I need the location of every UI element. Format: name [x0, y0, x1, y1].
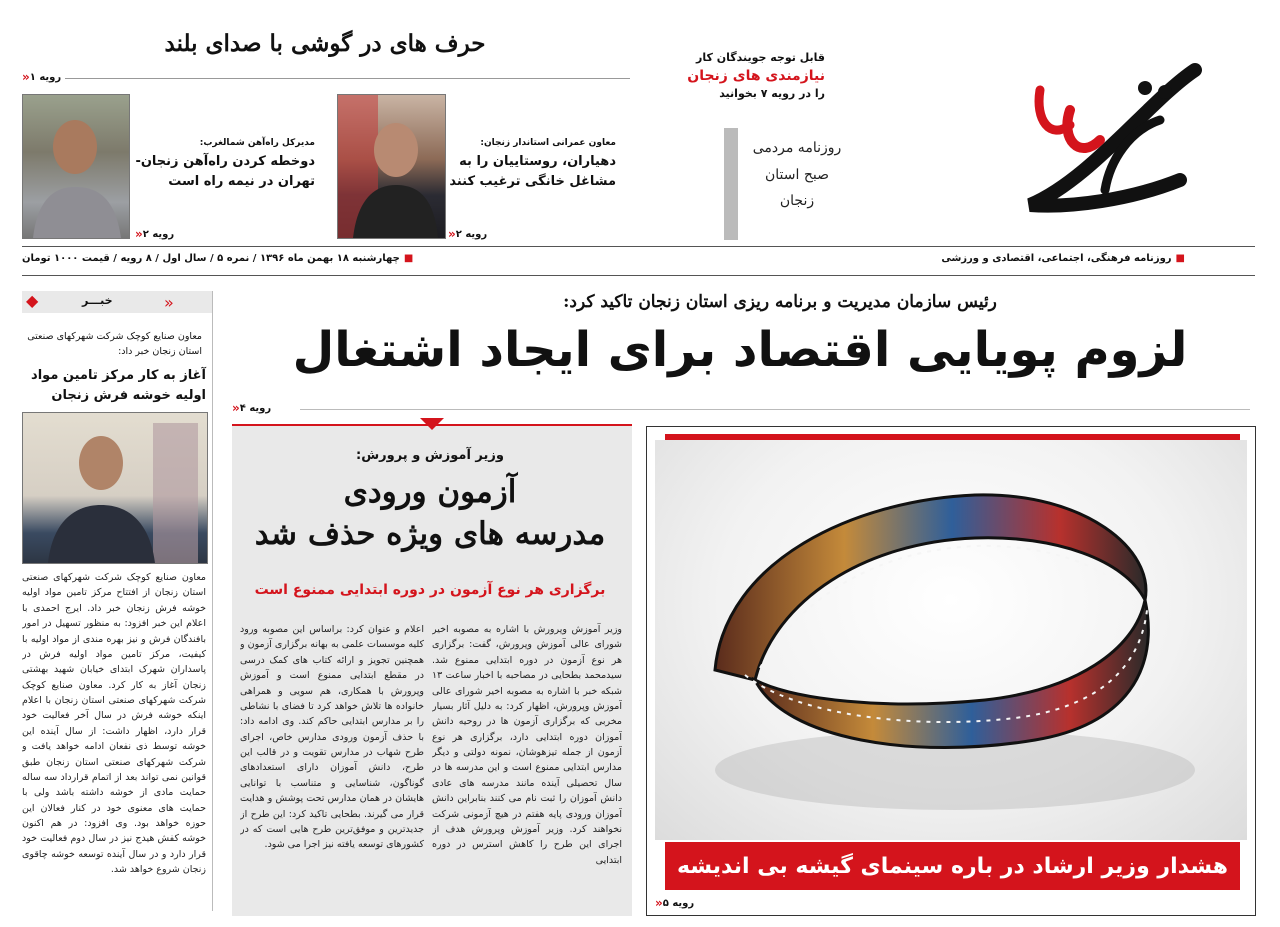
masthead-desc-line: روزنامه مردمی: [752, 140, 842, 156]
issue-text: چهارشنبه ۱۸ بهمن ماه ۱۳۹۶ / نمره ۵ / سال اول / ۸ رویه / قیمت ۱۰۰۰ تومان: [22, 253, 400, 264]
chevron-left-icon: «: [164, 293, 171, 312]
logo-calligraphy: [1010, 30, 1210, 220]
teaser-kicker: مدیرکل راه‌آهن شمالغرب:: [199, 138, 315, 148]
masthead-desc-line: زنجان: [779, 193, 815, 210]
page-ref-label: رویه ۱: [29, 71, 62, 83]
teaser-kicker: معاون عمرانی استاندار زنجان:: [480, 138, 616, 148]
education-kicker: وزیر آموزش و پرورش:: [356, 448, 504, 463]
masthead-gray-bar: [724, 128, 738, 240]
education-headline-line: آزمون ورودی: [343, 474, 517, 510]
film-reel-icon: [655, 440, 1247, 840]
ad-line-1: قابل توجه جویندگان کار: [696, 51, 825, 64]
sidebar-body: معاون صنایع کوچک شرکت شهرکهای صنعتی استان زنجان از افتتاح مرکز تامین مواد اولیه خوشه فرش زنجان خبر داد. ایرج احمدی با اعلام این خبر افزود: به منظور تسهیل در امور بافندگان فرش و نیز بهره مندی از مواد اولیه با کیفیت، مرکز تامین مواد اولیه فرش در پاسداران شهرک ابتدای خیابان شهید بهشتی زنجان آغاز به کار کرد. معاون صنایع کوچک شرکت شهرکهای صنعتی استان زنجان با اعلام اینکه خوشه فرش در سال آخر فعالیت خود قرار دارد، اظهار داشت: از سال آینده این خوشه توسط ذی نفعان ادامه خواهد یافت و شرکت شهرکهای صنعتی استان زنجان طبق قوانین نمی تواند بعد از اتمام قرارداد سه ساله حمایت مادی از خوشه داشته باشد ولی با حمایت های معنوی خود در کنار فعالان این حوزه خواهد بود. وی افزود: در هم اکنون خوشه کفش هیدج نیز در سال دوم فعالیت خود قرار دارد و در سال آینده توسعه خوشه چاقوی زنجان شروع خواهد شد.: [22, 572, 206, 876]
divider: [65, 78, 630, 79]
page-ref[interactable]: [135, 227, 174, 241]
cinema-headline: هشدار وزیر ارشاد در باره سینمای گیشه بی اندیشه: [677, 853, 1228, 879]
bullet-icon: ■: [1175, 253, 1185, 264]
page-ref-label: رویه ۵: [662, 897, 695, 909]
education-headline[interactable]: [240, 472, 620, 556]
teaser-right-photo[interactable]: [337, 94, 446, 239]
page-ref[interactable]: [232, 401, 271, 415]
divider: [300, 409, 1250, 410]
masthead-description: [742, 135, 852, 215]
education-col-1: وزیر آموزش وپرورش با اشاره به مصوبه اخیر شورای عالی آموزش وپرورش، گفت: برگزاری هر نوع آزمون در دوره ابتدایی ممنوع شد. سیدمحمد بطحایی در مصاحبه با اخبار ساعت ۱۳ شبکه خبر با اشاره به مصوبه اخیر شورای عالی آموزش وپرورش، اظهار کرد: به دلیل آثار بسیار مخربی که برگزاری آزمون ها در روحیه دانش آموزان دوره ابتدایی دارد، برگزاری هر نوع آزمون از جمله تیزهوشان، نمونه دولتی و دیگر مدارس ابتدایی ممنوع است و این مدرسه ها در سال تحصیلی آینده مانند مدرسه های عادی دانش آموزان را ثبت نام می کنند بنابراین دانش آموزان ورودی پایه هفتم در هیچ آزمونی شرکت نخواهند کرد. وزیر آموزش وپرورش هدف از اجرای این طرح را کاهش استرس در دوره ابتدایی: [432, 624, 622, 866]
subtitle-text: روزنامه فرهنگی، اجتماعی، اقتصادی و ورزشی: [941, 253, 1172, 264]
divider: [232, 424, 632, 426]
sidebar-kicker: معاون صنایع کوچک شرکت شهرکهای صنعتی استان زنجان خبر داد:: [27, 331, 202, 357]
education-headline-line: مدرسه های ویژه حذف شد: [254, 515, 606, 552]
sidebar-label: خبـــر: [82, 294, 113, 307]
masthead-subtitle: [941, 253, 1185, 264]
education-col-2: اعلام و عنوان کرد: براساس این مصوبه ورود کلیه موسسات علمی به بهانه برگزاری آزمون و همچنین تجویز و ارائه کتاب های کمک درسی در مقطع ابتدایی ممنوع است و آموزش وپرورش با همکاری، هم سویی و همراهی خانواده ها تلاش خواهد کرد تا فضای با نشاطی را بر مدارس ابتدایی حاکم کند. وی ادامه داد: با حذف آزمون ورودی مدارس خاص، اجرای طرح شهاب در مدارس تقویت و در قالب این طرح، دانش آموزان دارای استعدادهای گوناگون، شناسایی و متناسب با توانایی هایشان در همان مدارس تحت پوشش و هدایت قرار می گیرند. بطحایی تاکید کرد: این طرح از جدیدترین و موفق‌ترین طرح هایی است که در کشورهای توسعه یافته نیز اجرا می شود.: [240, 624, 424, 851]
sidebar-photo[interactable]: [22, 412, 208, 564]
chevron-left-icon: «: [232, 401, 237, 415]
ad-line-3: را در رویه ۷ بخوانید: [719, 87, 825, 101]
page-ref-label: رویه ۲: [455, 228, 488, 240]
page-ref-label: رویه ۲: [142, 228, 175, 240]
page-ref[interactable]: [448, 227, 487, 241]
page-ref[interactable]: [22, 70, 61, 84]
chevron-left-icon: «: [448, 227, 453, 241]
teaser-right-text: [448, 138, 616, 192]
teaser-left-photo[interactable]: [22, 94, 130, 239]
column-rule: [212, 291, 213, 911]
portrait-placeholder: [338, 95, 445, 238]
divider: [22, 275, 1255, 276]
cinema-photo[interactable]: [655, 440, 1247, 840]
diamond-icon: ◆: [26, 291, 39, 310]
cinema-headline-box[interactable]: [665, 842, 1240, 890]
portrait-placeholder: [23, 413, 207, 563]
teaser-title[interactable]: دوخطه کردن راه‌آهن زنجان-تهران در نیمه راه است: [135, 154, 315, 190]
chevron-left-icon: «: [655, 896, 660, 910]
bullet-icon: ■: [403, 253, 414, 264]
sidebar-label-bar: [22, 291, 212, 313]
portrait-placeholder: [23, 95, 129, 238]
chevron-left-icon: «: [22, 70, 27, 84]
ad-line-2: نیازمندی های زنجان: [687, 67, 825, 84]
chevron-left-icon: «: [135, 227, 140, 241]
teaser-left-text: [135, 138, 315, 192]
ad-box: [650, 50, 825, 102]
page-ref-label: رویه ۴: [239, 402, 272, 414]
issue-info: [22, 253, 413, 264]
masthead-logo: [1010, 30, 1210, 220]
education-subhead: برگزاری هر نوع آزمون در دوره ابتدایی ممنوع است: [254, 582, 606, 598]
main-headline[interactable]: لزوم پویایی اقتصاد برای ایجاد اشتغال: [292, 322, 1188, 378]
divider: [22, 246, 1255, 247]
main-kicker: رئیس سازمان مدیریت و برنامه ریزی استان زنجان تاکید کرد:: [563, 292, 997, 312]
teaser-title[interactable]: دهیاران، روستاییان را به مشاغل خانگی ترغیب کنند: [449, 154, 616, 190]
masthead-desc-line: صبح استان: [765, 166, 829, 183]
page-ref[interactable]: [655, 896, 694, 910]
top-headline: حرف های در گوشی با صدای بلند: [164, 30, 486, 57]
sidebar-headline[interactable]: آغاز به کار مرکز تامین مواد اولیه خوشه فرش زنجان: [31, 368, 206, 403]
